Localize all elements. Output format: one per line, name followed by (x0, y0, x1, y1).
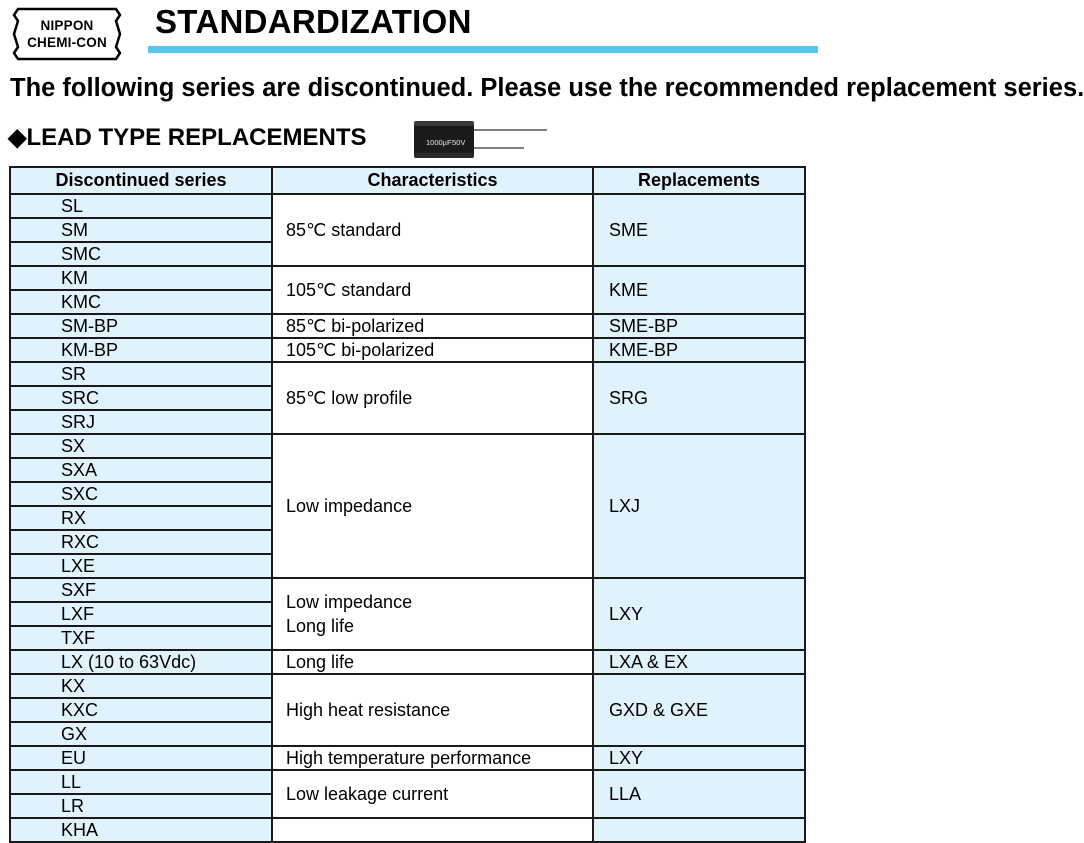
discontinued-series-cell: SXA (10, 458, 272, 482)
characteristics-cell (272, 770, 593, 818)
table-row (10, 650, 805, 674)
characteristics-cell (272, 650, 593, 674)
header-discontinued-series: Discontinued series (10, 167, 272, 194)
characteristics-cell (272, 746, 593, 770)
characteristics-line: 85℃ standard (286, 220, 402, 240)
discontinued-series-cell: SL (10, 194, 272, 218)
table-row (10, 362, 805, 386)
discontinued-notice: The following series are discontinued. Please use the recommended replacement series. (10, 74, 1084, 102)
table-row (10, 770, 805, 794)
replacement-cell (593, 818, 805, 842)
replacement-table (9, 166, 806, 843)
discontinued-series-cell: LR (10, 794, 272, 818)
replacement-cell: KME (593, 266, 805, 314)
title-underline-bar (148, 46, 818, 53)
discontinued-series-cell: KX (10, 674, 272, 698)
characteristics-line: 85℃ bi-polarized (286, 316, 425, 336)
discontinued-series-cell: LXF (10, 602, 272, 626)
discontinued-series-cell: SX (10, 434, 272, 458)
discontinued-series-cell: RX (10, 506, 272, 530)
discontinued-series-cell: EU (10, 746, 272, 770)
discontinued-series-cell: TXF (10, 626, 272, 650)
capacitor-image (412, 118, 552, 167)
characteristics-line: Low impedance (286, 592, 413, 612)
characteristics-line: Long life (286, 616, 355, 636)
table-row (10, 674, 805, 698)
table-row (10, 818, 805, 842)
characteristics-line: 85℃ low profile (286, 388, 413, 408)
replacement-cell: LXY (593, 746, 805, 770)
table-header-row (10, 167, 805, 194)
replacement-cell: KME-BP (593, 338, 805, 362)
nippon-chemi-con-logo (12, 7, 122, 61)
discontinued-series-cell: KMC (10, 290, 272, 314)
discontinued-series-cell: SMC (10, 242, 272, 266)
characteristics-cell (272, 818, 593, 842)
discontinued-series-cell: SRJ (10, 410, 272, 434)
discontinued-series-cell: GX (10, 722, 272, 746)
table-row (10, 746, 805, 770)
characteristics-cell (272, 314, 593, 338)
table-row (10, 434, 805, 458)
logo-line-2: CHEMI-CON (27, 35, 107, 50)
replacement-cell: SRG (593, 362, 805, 434)
table-row (10, 338, 805, 362)
discontinued-series-cell: SXC (10, 482, 272, 506)
replacement-cell: LXJ (593, 434, 805, 578)
table-row (10, 314, 805, 338)
characteristics-cell (272, 194, 593, 266)
characteristics-cell (272, 674, 593, 746)
discontinued-series-cell: LL (10, 770, 272, 794)
characteristics-cell (272, 578, 593, 650)
header-replacements: Replacements (593, 167, 805, 194)
characteristics-line: Low leakage current (286, 784, 449, 804)
capacitor-marking-2: 50V (452, 138, 466, 147)
characteristics-line: High heat resistance (286, 700, 451, 720)
discontinued-series-cell: SM-BP (10, 314, 272, 338)
discontinued-series-cell: KXC (10, 698, 272, 722)
table-row (10, 194, 805, 218)
logo-line-1: NIPPON (40, 18, 94, 33)
table-row (10, 266, 805, 290)
discontinued-series-cell: SM (10, 218, 272, 242)
discontinued-series-cell: SXF (10, 578, 272, 602)
discontinued-series-cell: LXE (10, 554, 272, 578)
section-heading: ◆LEAD TYPE REPLACEMENTS (8, 124, 367, 151)
replacement-cell: SME (593, 194, 805, 266)
characteristics-line: High temperature performance (286, 748, 532, 768)
table-row (10, 578, 805, 602)
replacement-cell: LXA & EX (593, 650, 805, 674)
characteristics-line: 105℃ standard (286, 280, 412, 300)
discontinued-series-cell: RXC (10, 530, 272, 554)
capacitor-marking-1: 1000µF (426, 138, 452, 147)
characteristics-cell (272, 434, 593, 578)
characteristics-line: 105℃ bi-polarized (286, 340, 435, 360)
characteristics-line: Low impedance (286, 496, 413, 516)
discontinued-series-cell: KHA (10, 818, 272, 842)
characteristics-line: Long life (286, 652, 355, 672)
discontinued-series-cell: KM (10, 266, 272, 290)
discontinued-series-cell: KM-BP (10, 338, 272, 362)
characteristics-cell (272, 338, 593, 362)
discontinued-series-cell: SR (10, 362, 272, 386)
characteristics-cell (272, 362, 593, 434)
replacement-cell: SME-BP (593, 314, 805, 338)
replacement-cell: LLA (593, 770, 805, 818)
replacement-cell: GXD & GXE (593, 674, 805, 746)
page-title: STANDARDIZATION (155, 3, 472, 40)
characteristics-cell (272, 266, 593, 314)
replacement-cell: LXY (593, 578, 805, 650)
header-characteristics: Characteristics (272, 167, 593, 194)
discontinued-series-cell: SRC (10, 386, 272, 410)
discontinued-series-cell: LX (10 to 63Vdc) (10, 650, 272, 674)
